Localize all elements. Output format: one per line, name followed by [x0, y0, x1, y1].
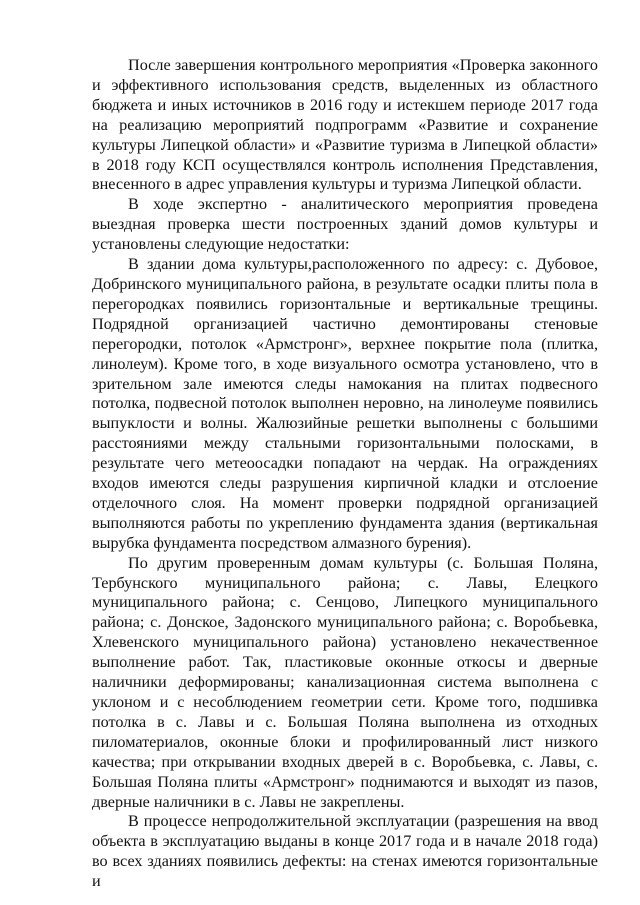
paragraph-followup-control: После завершения контрольного мероприятия «Проверка законного и эффективного использования средств, выделенных из областного бюджета и иных источников в 2016 году и истекшем периоде 2017 года на реализацию мероприятий подпрограмм «Развитие и сохранение культуры Липецкой области» и «Развитие туризма в Липецкой области» в 2018 году КСП осуществлялся контроль исполнения Представления, внесенного в адрес управления культуры и туризма Липецкой области. — [92, 56, 598, 194]
document-body — [92, 56, 598, 892]
paragraph-other-buildings: По другим проверенным домам культуры (с. Большая Поляна, Тербунского муниципального района; с. Лавы, Елецкого муниципального района; с. Сенцово, Липецкого муниципального района; с. Донское, Задонского муниципального района; с. Воробьевка, Хлевенского муниципального района) установлено некачественное выполнение работ. Так, пластиковые оконные откосы и дверные наличники деформированы; канализационная система выполнена с уклоном и с несоблюдением геометрии сети. Кроме того, подшивка потолка в с. Лавы и с. Большая Поляна выполнена из отходных пиломатериалов, оконные блоки и профилированный лист низкого качества; при открывании входных дверей в с. Воробьевка, с. Лавы, с. Большая Поляна плиты «Армстронг» поднимаются и выходят из пазов, дверные наличники в с. Лавы не закреплены. — [92, 553, 598, 811]
paragraph-site-inspection: В ходе экспертно - аналитического мероприятия проведена выездная проверка шести построенных зданий домов культуры и установлены следующие недостатки: — [92, 195, 598, 254]
paragraph-operation-defects: В процессе непродолжительной эксплуатации (разрешения на ввод объекта в эксплуатацию выданы в конце 2017 года и в начале 2018 года) во всех зданиях появились дефекты: на стенах имеются горизонтальные и — [92, 812, 598, 891]
paragraph-dubovoe-building: В здании дома культуры,расположенного по адресу: с. Дубовое, Добринского муниципального района, в результате осадки плиты пола в перегородках появились горизонтальные и вертикальные трещины. Подрядной организацией частично демонтированы стеновые перегородки, потолок «Армстронг», верхнее покрытие пола (плитка, линолеум). Кроме того, в ходе визуального осмотра установлено, что в зрительном зале имеются следы намокания на плитах подвесного потолка, подвесной потолок выполнен неровно, на линолеуме появились выпуклости и волны. Жалюзийные решетки выполнены с большими расстояниями между стальными горизонтальными полосками, в результате чего метеоосадки попадают на чердак. На ограждениях входов имеются следы разрушения кирпичной кладки и отслоение отделочного слоя. На момент проверки подрядной организацией выполняются работы по укреплению фундамента здания (вертикальная вырубка фундамента посредством алмазного бурения). — [92, 255, 598, 552]
